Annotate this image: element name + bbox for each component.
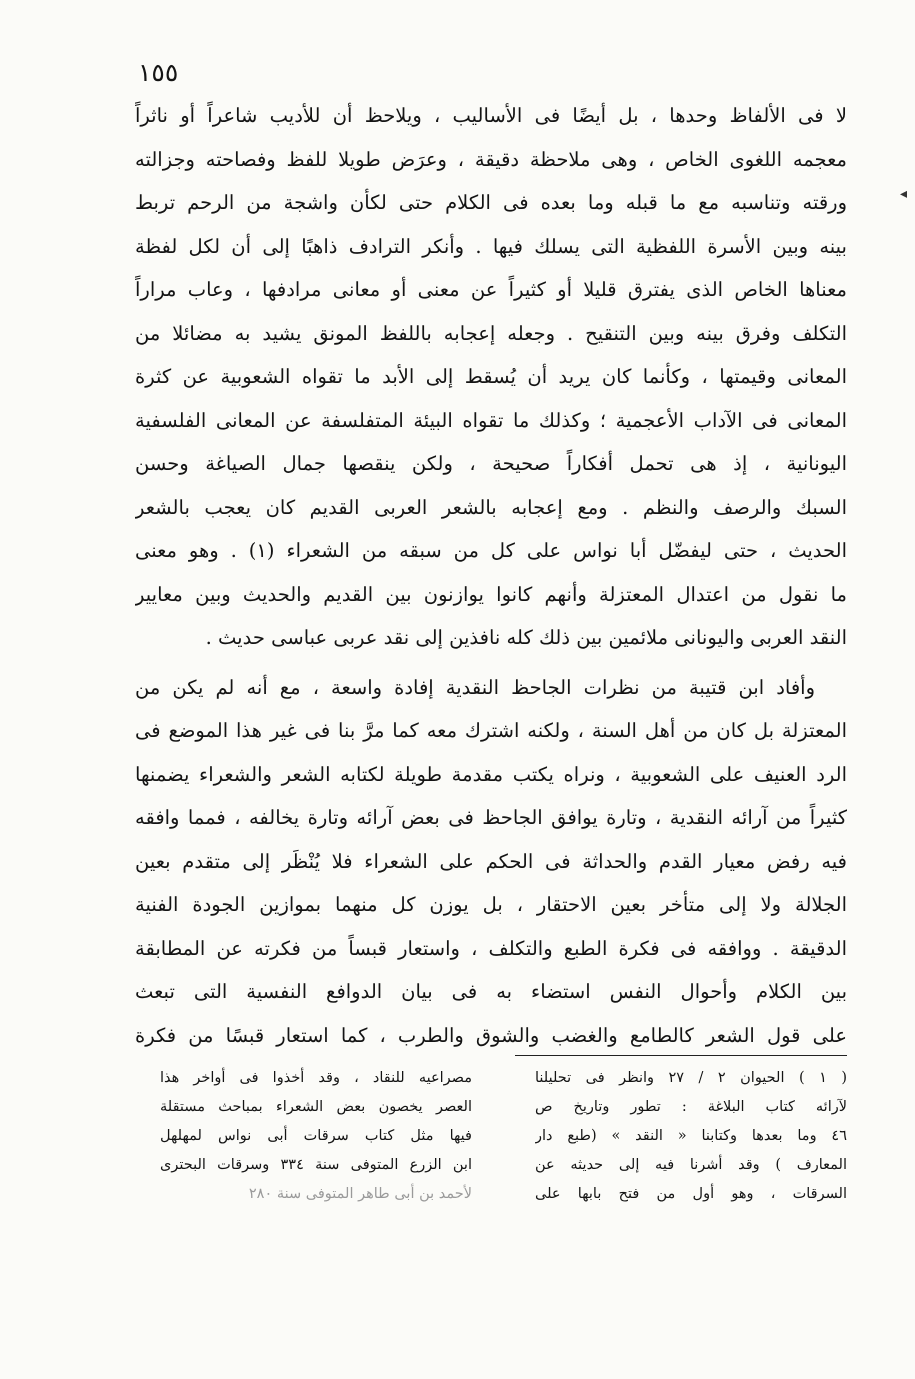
body-line: معناها الخاص الذى يفترق قليلا أو كثيراً عن معنى أو معانى مرادفها ، وعاب مراراً — [135, 278, 847, 301]
page-number: ١٥٥ — [138, 58, 179, 87]
body-line: فيه رفض معيار القدم والحداثة فى الحكم على الشعراء فلا يُنْظَر إلى متقدم بعين — [135, 849, 847, 873]
body-line: النقد العربى واليونانى ملائمين بين ذلك كله نافذين إلى نقد عربى عباسى حديث . — [205, 626, 847, 649]
body-line: كثيراً من آرائه النقدية ، وتارة يوافق الجاحظ فى بعض آرائه وتارة يخالفه ، فمما وافقه — [135, 806, 847, 829]
body-line: الرد العنيف على الشعوبية ، ونراه يكتب مقدمة طويلة لكتابه الشعر والشعراء يضمنها — [135, 762, 847, 786]
paragraph-1 — [135, 94, 847, 660]
body-line: الحديث ، حتى ليفضّل أبا نواس على كل من سبقه من الشعراء (١) . وهو معنى — [135, 539, 847, 562]
body-line: ورقته وتناسبه مع ما قبله وما بعده فى الكلام حتى لكأن واشجة من الرحم تربط — [135, 191, 847, 214]
body-line: اليونانية ، إذ هى تحمل أفكاراً صحيحة ، ولكن ينقصها جمال الصياغة وحسن — [135, 452, 847, 475]
body-line: الدقيقة . ووافقه فى فكرة الطبع والتكلف ، واستعار قبساً من فكرته عن المطابقة — [135, 936, 847, 960]
body-line: وأفاد ابن قتيبة من نظرات الجاحظ النقدية إفادة واسعة ، مع أنه لم يكن من — [135, 675, 815, 699]
body-line: المعانى وقيمتها ، وكأنما كان يريد أن يُسقط إلى الأبد ما تقواه الشعوبية عن كثرة — [135, 365, 847, 388]
body-line: بينه وبين الأسرة اللفظية التى يسلك فيها . وأنكر الترادف ذاهبًا إلى أن لكل لفظة — [135, 234, 847, 258]
body-line: المعانى فى الآداب الأعجمية ؛ وكذلك ما تقواه البيئة المتفلسفة عن المعانى الفلسفية — [135, 408, 847, 432]
body-text — [135, 94, 847, 1057]
footnote-line: ( ١ ) الحيوان ٢ / ٢٧ وانظر فى تحليلنا — [535, 1070, 847, 1086]
body-line: بين الكلام وأحوال النفس استضاء به فى بيان الدوافع النفسية التى تبعث — [135, 980, 847, 1003]
body-line: ما نقول من اعتدال المعتزلة وأنهم كانوا يوازنون بين القديم والحديث وبين معايير — [135, 582, 847, 606]
body-line: المعتزلة بل كان من أهل السنة ، ولكنه اشترك معه كما مرَّ بنا فى غير هذا الموضع فى — [135, 719, 847, 742]
footnote-line: فيها مثل كتاب سرقات أبى نواس لمهلهل — [160, 1128, 472, 1144]
body-line: الجلالة ولا إلى متأخر بعين الاحتقار ، بل يوزن كل منهما بموازين الجودة الفنية — [135, 893, 847, 916]
footnote-column-left — [160, 1064, 472, 1209]
footnote-line: المعارف ) وقد أشرنا فيه إلى حديثه عن — [535, 1157, 847, 1173]
body-line: لا فى الألفاظ وحدها ، بل أيضًا فى الأساليب ، ويلاحظ أن للأديب شاعراً أو ناثراً — [135, 104, 847, 127]
body-line: السبك والرصف والنظم . ومع إعجابه بالشعر العربى القديم كان يعجب بالشعر — [135, 495, 847, 519]
body-line: على قول الشعر كالطامع والغضب والشوق والطرب ، كما استعار قبسًا من فكرة — [135, 1023, 847, 1047]
body-line: التكلف وفرق بينه وبين التنقيح . وجعله إعجابه باللفظ المونق يشيد به مضائلا من — [135, 321, 847, 345]
footnote-line: لآرائه كتاب البلاغة : تطور وتاريخ ص — [535, 1099, 847, 1115]
footnote-line: ٤٦ وما بعدها وكتابنا « النقد » (طبع دار — [535, 1128, 847, 1144]
margin-mark: ◂ — [900, 186, 908, 202]
footnotes — [160, 1064, 847, 1209]
footnote-divider — [515, 1055, 847, 1056]
body-line: معجمه اللغوى الخاص ، وهى ملاحظة دقيقة ، وعرَض طويلا للفظ وفصاحته وجزالته — [135, 147, 847, 171]
paragraph-2 — [135, 666, 847, 1058]
footnote-line: لأحمد بن أبى طاهر المتوفى سنة ٢٨٠ — [248, 1186, 472, 1202]
footnote-line: مصراعيه للنقاد ، وقد أخذوا فى أواخر هذا — [160, 1070, 472, 1086]
footnote-line: العصر يخصون بعض الشعراء بمباحث مستقلة — [160, 1099, 472, 1115]
footnote-line: السرقات ، وهو أول من فتح بابها على — [535, 1186, 847, 1202]
footnote-line: ابن الزرع المتوفى سنة ٣٣٤ وسرقات البحترى — [160, 1157, 472, 1173]
footnote-column-right — [535, 1064, 847, 1209]
